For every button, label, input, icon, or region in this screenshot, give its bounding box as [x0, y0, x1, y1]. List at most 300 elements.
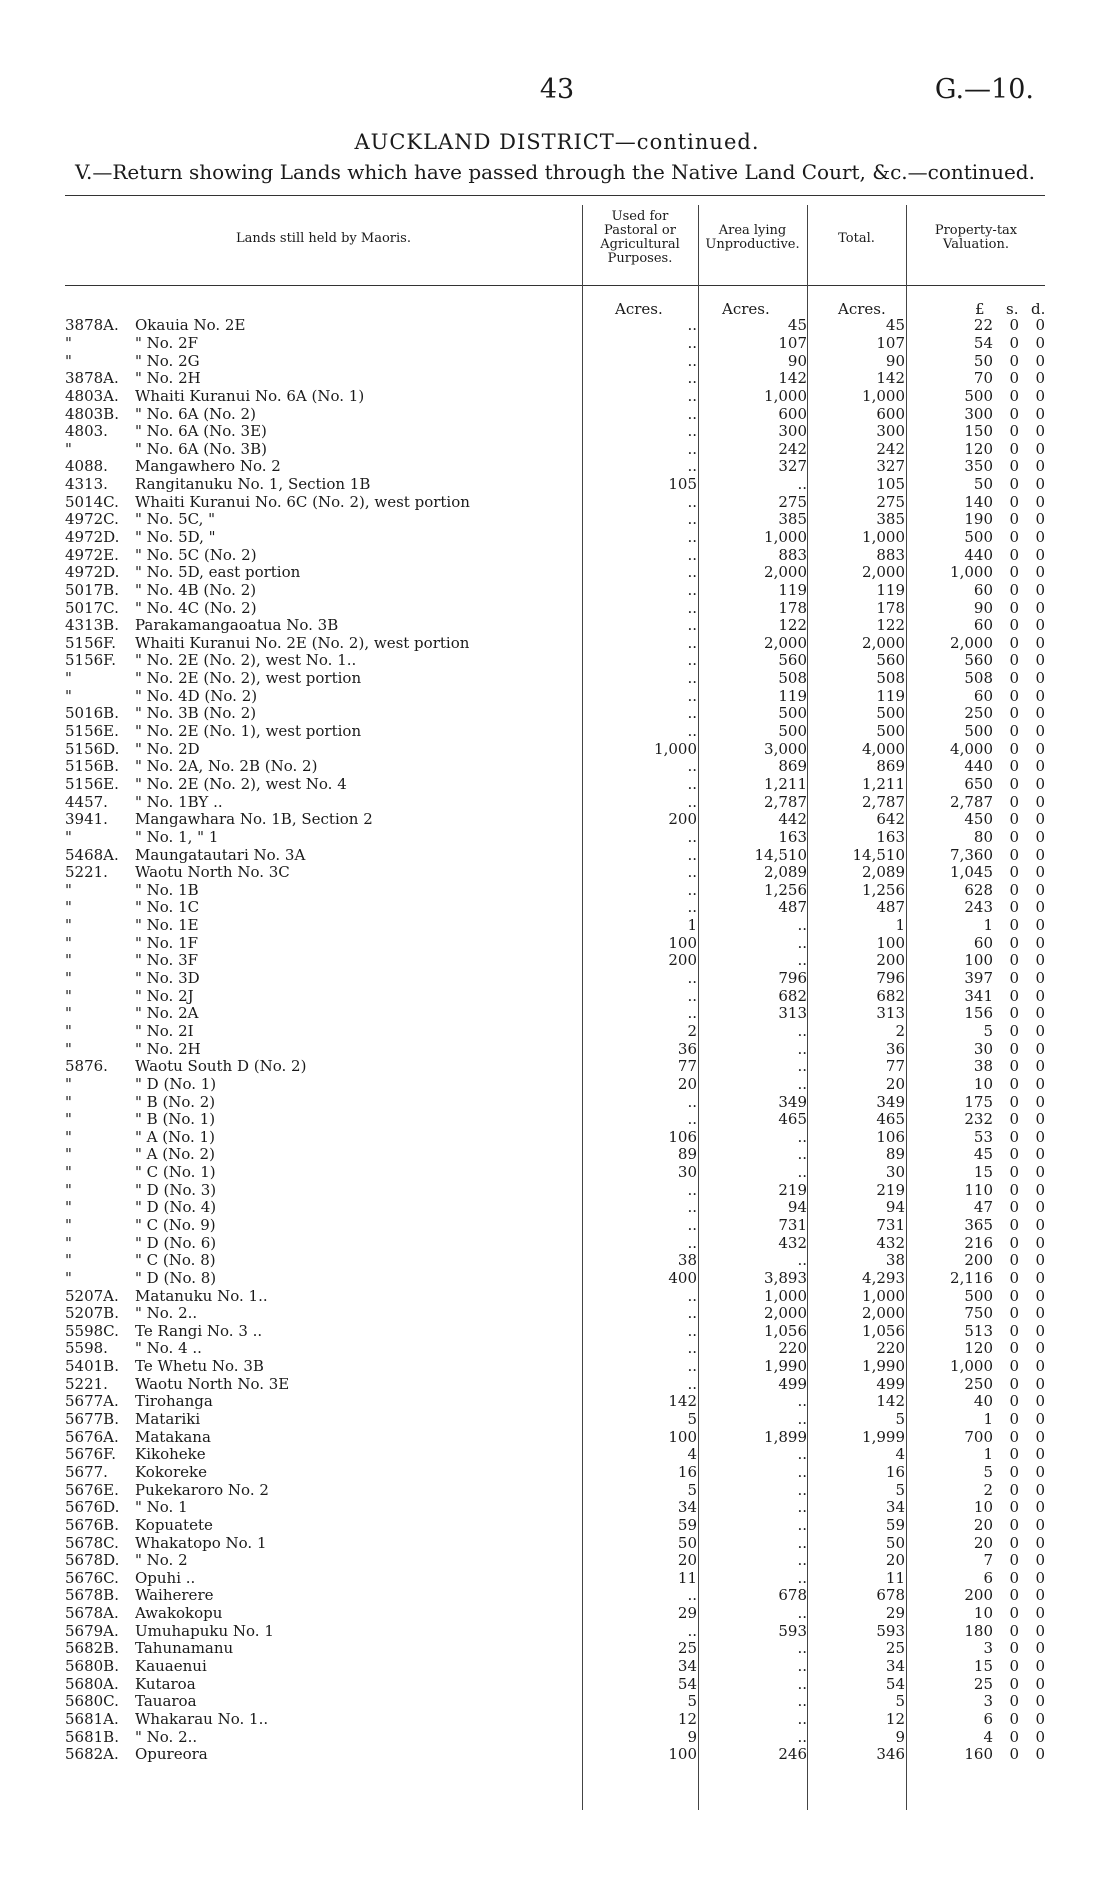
- valuation-shillings: 0: [1009, 1498, 1019, 1517]
- unproductive-acres: ..: [797, 1075, 807, 1093]
- pastoral-acres: ..: [687, 563, 697, 582]
- valuation-cell: [905, 1234, 1045, 1252]
- table-row: [65, 388, 1045, 406]
- block-number: 5676F.: [65, 1446, 117, 1464]
- valuation-cell: [905, 776, 1045, 794]
- valuation-pounds: 70: [973, 369, 993, 388]
- valuation-cell: [905, 405, 1045, 423]
- block-number: ": [65, 899, 72, 917]
- table-row: [65, 1658, 1045, 1676]
- valuation-pounds: 110: [964, 1181, 993, 1199]
- unproductive-acres: 560: [778, 652, 807, 670]
- valuation-cell: [905, 793, 1045, 811]
- valuation-cell: [905, 458, 1045, 476]
- valuation-pence: 0: [1035, 1287, 1045, 1305]
- block-number: 5681A.: [65, 1710, 119, 1728]
- total-acres: 5: [895, 1692, 905, 1711]
- unproductive-acres: 142: [778, 369, 807, 388]
- valuation-cell: [905, 1711, 1045, 1729]
- valuation-cell: [905, 687, 1045, 705]
- valuation-cell: [905, 599, 1045, 617]
- block-number: 5681B.: [65, 1728, 119, 1746]
- table-row: [65, 1675, 1045, 1693]
- valuation-shillings: 0: [1009, 1710, 1019, 1728]
- total-acres: 200: [876, 952, 905, 970]
- valuation-pence: 0: [1035, 511, 1045, 529]
- block-number: ": [65, 1269, 72, 1287]
- return-subtitle: V.—Return showing Lands which have passed through the Native Land Court, &c.—continued.: [75, 160, 1035, 184]
- block-number: 5676B.: [65, 1516, 119, 1534]
- valuation-pence: 0: [1035, 352, 1045, 370]
- total-acres: 4: [895, 1446, 905, 1464]
- valuation-cell: [905, 1217, 1045, 1235]
- valuation-pence: 0: [1035, 1657, 1045, 1675]
- valuation-shillings: 0: [1009, 1516, 1019, 1534]
- valuation-pounds: 50: [973, 352, 993, 370]
- valuation-cell: [905, 352, 1045, 370]
- pastoral-acres: ..: [687, 1304, 697, 1323]
- pastoral-acres: 54: [677, 1675, 697, 1693]
- table-row: [65, 1252, 1045, 1270]
- total-acres: 678: [876, 1587, 905, 1605]
- valuation-shillings: 0: [1009, 369, 1019, 388]
- land-description: Opureora: [135, 1745, 208, 1764]
- unproductive-acres: 731: [778, 1216, 807, 1234]
- valuation-shillings: 0: [1009, 493, 1019, 511]
- pastoral-acres: ..: [687, 775, 697, 793]
- pastoral-acres: 400: [668, 1269, 697, 1287]
- pastoral-acres: 25: [677, 1640, 697, 1658]
- total-acres: 100: [876, 934, 905, 952]
- valuation-shillings: 0: [1009, 1251, 1019, 1270]
- land-description: Kauaenui: [135, 1657, 207, 1675]
- total-acres: 38: [885, 1251, 905, 1270]
- pastoral-acres: 16: [677, 1463, 697, 1481]
- land-description: Whaiti Kuranui No. 6A (No. 1): [135, 387, 365, 405]
- table-row: [65, 599, 1045, 617]
- valuation-pounds: 50: [973, 475, 993, 494]
- table-row: [65, 1128, 1045, 1146]
- valuation-cell: [905, 635, 1045, 653]
- table-row: [65, 1199, 1045, 1217]
- land-description: " No. 3F: [135, 952, 199, 970]
- total-acres: 16: [885, 1463, 905, 1481]
- table-row: [65, 1005, 1045, 1023]
- valuation-shillings: 0: [1009, 1604, 1019, 1623]
- valuation-pounds: 2,787: [950, 793, 993, 811]
- valuation-cell: [905, 370, 1045, 388]
- pastoral-acres: 89: [677, 1146, 697, 1164]
- unproductive-acres: 1,056: [764, 1322, 807, 1340]
- valuation-cell: [905, 1393, 1045, 1411]
- valuation-shillings: 0: [1009, 1057, 1019, 1076]
- land-description: " No. 1, " 1: [135, 828, 219, 846]
- pastoral-acres: ..: [687, 616, 697, 635]
- table-row: [65, 335, 1045, 353]
- total-acres: 142: [876, 1393, 905, 1411]
- total-acres: 1,211: [862, 775, 905, 793]
- block-number: ": [65, 440, 72, 458]
- land-description: " No. 2H: [135, 1040, 201, 1058]
- valuation-pence: 0: [1035, 1587, 1045, 1605]
- unproductive-acres: 163: [778, 828, 807, 846]
- unproductive-acres: ..: [797, 1516, 807, 1534]
- unproductive-acres: 300: [778, 422, 807, 441]
- valuation-pence: 0: [1035, 1481, 1045, 1499]
- valuation-pence: 0: [1035, 546, 1045, 564]
- valuation-pence: 0: [1035, 952, 1045, 970]
- valuation-shillings: 0: [1009, 722, 1019, 741]
- land-description: " No. 5C, ": [135, 511, 216, 529]
- pastoral-acres: ..: [687, 722, 697, 741]
- land-description: Te Rangi No. 3 ..: [135, 1322, 263, 1340]
- unproductive-acres: 442: [778, 810, 807, 829]
- block-number: 4972E.: [65, 546, 119, 564]
- block-number: 5677.: [65, 1463, 108, 1481]
- table-row: [65, 1587, 1045, 1605]
- table-row: [65, 1076, 1045, 1094]
- pastoral-acres: ..: [687, 1322, 697, 1340]
- block-number: 5017C.: [65, 599, 119, 617]
- valuation-pence: 0: [1035, 740, 1045, 758]
- pastoral-acres: ..: [687, 405, 697, 423]
- block-number: ": [65, 916, 72, 935]
- header-bottom-rule: [65, 285, 1045, 286]
- pastoral-acres: ..: [687, 352, 697, 370]
- block-number: ": [65, 1163, 72, 1182]
- pastoral-acres: ..: [687, 828, 697, 846]
- unproductive-acres: 432: [778, 1234, 807, 1252]
- valuation-pence: 0: [1035, 1357, 1045, 1376]
- pastoral-acres: 20: [677, 1551, 697, 1570]
- valuation-pounds: 120: [964, 1340, 993, 1358]
- valuation-pounds: 53: [973, 1128, 993, 1146]
- valuation-cell: [905, 476, 1045, 494]
- valuation-cell: [905, 670, 1045, 688]
- total-acres: 20: [885, 1551, 905, 1570]
- land-description: Te Whetu No. 3B: [135, 1357, 264, 1376]
- valuation-shillings: 0: [1009, 1146, 1019, 1164]
- block-number: 5678D.: [65, 1551, 120, 1570]
- unproductive-acres: 593: [778, 1622, 807, 1640]
- land-description: " C (No. 8): [135, 1251, 216, 1270]
- valuation-cell: [905, 1464, 1045, 1482]
- unproductive-acres: 220: [778, 1340, 807, 1358]
- valuation-pence: 0: [1035, 1692, 1045, 1711]
- valuation-pence: 0: [1035, 1375, 1045, 1393]
- land-description: " No. 2E (No. 1), west portion: [135, 722, 362, 741]
- valuation-pence: 0: [1035, 1622, 1045, 1640]
- valuation-pounds: 508: [964, 669, 993, 688]
- table-row: [65, 1323, 1045, 1341]
- land-description: " No. 5D, ": [135, 528, 216, 546]
- valuation-cell: [905, 705, 1045, 723]
- block-number: ": [65, 969, 72, 988]
- valuation-cell: [905, 388, 1045, 406]
- unproductive-acres: ..: [797, 1128, 807, 1146]
- total-acres: 50: [885, 1534, 905, 1552]
- valuation-pounds: 54: [973, 334, 993, 352]
- table-row: [65, 1640, 1045, 1658]
- valuation-shillings: 0: [1009, 687, 1019, 705]
- valuation-cell: [905, 1640, 1045, 1658]
- block-number: 4313B.: [65, 616, 119, 635]
- unproductive-acres: 242: [778, 440, 807, 458]
- valuation-pence: 0: [1035, 317, 1045, 335]
- valuation-pounds: 5: [983, 1022, 993, 1040]
- total-acres: 465: [876, 1110, 905, 1129]
- valuation-cell: [905, 1534, 1045, 1552]
- total-acres: 30: [885, 1163, 905, 1182]
- table-row: [65, 1058, 1045, 1076]
- land-description: " No. 1F: [135, 934, 199, 952]
- block-number: 5207A.: [65, 1287, 119, 1305]
- valuation-pounds: 350: [964, 458, 993, 476]
- unproductive-acres: ..: [797, 1710, 807, 1728]
- total-acres: 54: [885, 1675, 905, 1693]
- unproductive-acres: 2,000: [764, 563, 807, 582]
- block-number: 4972D.: [65, 563, 120, 582]
- valuation-pence: 0: [1035, 758, 1045, 776]
- total-acres: 119: [876, 581, 905, 599]
- valuation-cell: [905, 423, 1045, 441]
- land-description: Umuhapuku No. 1: [135, 1622, 274, 1640]
- total-acres: 142: [876, 369, 905, 388]
- valuation-cell: [905, 511, 1045, 529]
- valuation-cell: [905, 1005, 1045, 1023]
- unproductive-acres: 1,256: [764, 881, 807, 899]
- valuation-pounds: 175: [964, 1093, 993, 1111]
- valuation-pence: 0: [1035, 1675, 1045, 1693]
- valuation-cell: [905, 1181, 1045, 1199]
- table-row: [65, 1146, 1045, 1164]
- unproductive-acres: ..: [797, 1498, 807, 1517]
- table-row: [65, 1746, 1045, 1764]
- unproductive-acres: 14,510: [754, 846, 807, 864]
- total-acres: 34: [885, 1657, 905, 1675]
- total-acres: 11: [885, 1569, 905, 1587]
- valuation-pounds: 6: [983, 1569, 993, 1587]
- land-description: " No. 1: [135, 1498, 188, 1517]
- valuation-pence: 0: [1035, 1128, 1045, 1146]
- valuation-shillings: 0: [1009, 458, 1019, 476]
- land-description: Whakatopo No. 1: [135, 1534, 267, 1552]
- total-acres: 1,056: [862, 1322, 905, 1340]
- total-acres: 1,000: [862, 528, 905, 546]
- valuation-shillings: 0: [1009, 828, 1019, 846]
- valuation-pounds: 90: [973, 599, 993, 617]
- unproductive-acres: 219: [778, 1181, 807, 1199]
- land-description: " No. 2A: [135, 1004, 199, 1023]
- valuation-shillings: 0: [1009, 546, 1019, 564]
- valuation-cell: [905, 1058, 1045, 1076]
- unproductive-acres: 94: [787, 1199, 807, 1217]
- valuation-pence: 0: [1035, 369, 1045, 388]
- units-pastoral: Acres.: [615, 300, 663, 318]
- table-row: [65, 352, 1045, 370]
- block-number: 5680B.: [65, 1657, 119, 1675]
- unproductive-acres: ..: [797, 1463, 807, 1481]
- total-acres: 77: [885, 1057, 905, 1076]
- block-number: 5401B.: [65, 1357, 119, 1376]
- pastoral-acres: 1: [687, 916, 697, 935]
- valuation-pence: 0: [1035, 775, 1045, 793]
- unproductive-acres: 1,000: [764, 528, 807, 546]
- valuation-shillings: 0: [1009, 1110, 1019, 1129]
- valuation-pounds: 160: [964, 1745, 993, 1764]
- table-row: [65, 1428, 1045, 1446]
- valuation-shillings: 0: [1009, 1569, 1019, 1587]
- valuation-shillings: 0: [1009, 705, 1019, 723]
- unproductive-acres: 600: [778, 405, 807, 423]
- total-acres: 242: [876, 440, 905, 458]
- valuation-cell: [905, 1270, 1045, 1288]
- valuation-shillings: 0: [1009, 1481, 1019, 1499]
- valuation-pounds: 20: [973, 1516, 993, 1534]
- total-acres: 119: [876, 687, 905, 705]
- valuation-pence: 0: [1035, 828, 1045, 846]
- block-number: 5682B.: [65, 1640, 119, 1658]
- unproductive-acres: 678: [778, 1587, 807, 1605]
- pastoral-acres: ..: [687, 387, 697, 405]
- valuation-pounds: 60: [973, 687, 993, 705]
- block-number: 5598C.: [65, 1322, 119, 1340]
- valuation-cell: [905, 1428, 1045, 1446]
- valuation-cell: [905, 493, 1045, 511]
- unproductive-acres: ..: [797, 1657, 807, 1675]
- valuation-shillings: 0: [1009, 758, 1019, 776]
- land-description: " No. 2..: [135, 1728, 198, 1746]
- valuation-pounds: 5: [983, 1463, 993, 1481]
- pastoral-acres: 105: [668, 475, 697, 494]
- pastoral-acres: 1,000: [654, 740, 697, 758]
- table-row: [65, 529, 1045, 547]
- table-row: [65, 1287, 1045, 1305]
- table-row: [65, 1711, 1045, 1729]
- pastoral-acres: 30: [677, 1163, 697, 1182]
- total-acres: 14,510: [852, 846, 905, 864]
- table-row: [65, 705, 1045, 723]
- block-number: 5677B.: [65, 1410, 119, 1429]
- valuation-pence: 0: [1035, 1516, 1045, 1534]
- valuation-pounds: 628: [964, 881, 993, 899]
- valuation-shillings: 0: [1009, 1393, 1019, 1411]
- valuation-pence: 0: [1035, 581, 1045, 599]
- valuation-pence: 0: [1035, 1075, 1045, 1093]
- table-row: [65, 476, 1045, 494]
- unproductive-acres: ..: [797, 1551, 807, 1570]
- table-row: [65, 1340, 1045, 1358]
- pastoral-acres: ..: [687, 1004, 697, 1023]
- total-acres: 487: [876, 899, 905, 917]
- valuation-shillings: 0: [1009, 1322, 1019, 1340]
- table-row: [65, 1358, 1045, 1376]
- unproductive-acres: ..: [797, 1040, 807, 1058]
- pastoral-acres: 77: [677, 1057, 697, 1076]
- valuation-shillings: 0: [1009, 1287, 1019, 1305]
- valuation-shillings: 0: [1009, 387, 1019, 405]
- total-acres: 90: [885, 352, 905, 370]
- table-row: [65, 917, 1045, 935]
- table-row: [65, 793, 1045, 811]
- valuation-pence: 0: [1035, 881, 1045, 899]
- total-acres: 349: [876, 1093, 905, 1111]
- valuation-pounds: 560: [964, 652, 993, 670]
- land-description: " B (No. 1): [135, 1110, 216, 1129]
- unproductive-acres: ..: [797, 1410, 807, 1429]
- valuation-cell: [905, 1252, 1045, 1270]
- valuation-pounds: 200: [964, 1251, 993, 1270]
- table-row: [65, 511, 1045, 529]
- valuation-pounds: 4: [983, 1728, 993, 1746]
- valuation-pounds: 3: [983, 1692, 993, 1711]
- valuation-shillings: 0: [1009, 1022, 1019, 1040]
- table-row: [65, 652, 1045, 670]
- unproductive-acres: ..: [797, 1728, 807, 1746]
- valuation-pounds: 650: [964, 775, 993, 793]
- valuation-shillings: 0: [1009, 1675, 1019, 1693]
- unproductive-acres: ..: [797, 1604, 807, 1623]
- valuation-pence: 0: [1035, 1093, 1045, 1111]
- page-number: 43: [539, 74, 575, 105]
- table-row: [65, 1605, 1045, 1623]
- total-acres: 560: [876, 652, 905, 670]
- valuation-shillings: 0: [1009, 1357, 1019, 1376]
- total-acres: 385: [876, 511, 905, 529]
- valuation-shillings: 0: [1009, 1745, 1019, 1764]
- block-number: 5676D.: [65, 1498, 120, 1517]
- table-row: [65, 1375, 1045, 1393]
- table-row: [65, 1728, 1045, 1746]
- valuation-shillings: 0: [1009, 422, 1019, 441]
- valuation-pounds: 250: [964, 705, 993, 723]
- pastoral-acres: ..: [687, 758, 697, 776]
- valuation-pounds: 2,000: [950, 634, 993, 652]
- block-number: 4803A.: [65, 387, 119, 405]
- table-row: [65, 952, 1045, 970]
- total-acres: 275: [876, 493, 905, 511]
- table-row: [65, 1411, 1045, 1429]
- table-row: [65, 370, 1045, 388]
- valuation-pounds: 365: [964, 1216, 993, 1234]
- unproductive-acres: ..: [797, 1534, 807, 1552]
- valuation-pounds: 25: [973, 1675, 993, 1693]
- table-row: [65, 740, 1045, 758]
- block-number: 5678C.: [65, 1534, 119, 1552]
- valuation-cell: [905, 1023, 1045, 1041]
- unproductive-acres: 3,000: [764, 740, 807, 758]
- unproductive-acres: 508: [778, 669, 807, 688]
- land-description: " No. 4C (No. 2): [135, 599, 257, 617]
- valuation-shillings: 0: [1009, 528, 1019, 546]
- valuation-pence: 0: [1035, 916, 1045, 935]
- land-description: " A (No. 1): [135, 1128, 215, 1146]
- land-description: " No. 2E (No. 2), west No. 4: [135, 775, 347, 793]
- valuation-shillings: 0: [1009, 652, 1019, 670]
- unproductive-acres: 465: [778, 1110, 807, 1129]
- total-acres: 107: [876, 334, 905, 352]
- valuation-shillings: 0: [1009, 1692, 1019, 1711]
- pastoral-acres: 100: [668, 1745, 697, 1764]
- valuation-pence: 0: [1035, 1022, 1045, 1040]
- total-acres: 1,000: [862, 387, 905, 405]
- pastoral-acres: ..: [687, 881, 697, 899]
- table-row: [65, 423, 1045, 441]
- total-acres: 2: [895, 1022, 905, 1040]
- block-number: ": [65, 1110, 72, 1129]
- valuation-pounds: 156: [964, 1004, 993, 1023]
- pastoral-acres: ..: [687, 987, 697, 1005]
